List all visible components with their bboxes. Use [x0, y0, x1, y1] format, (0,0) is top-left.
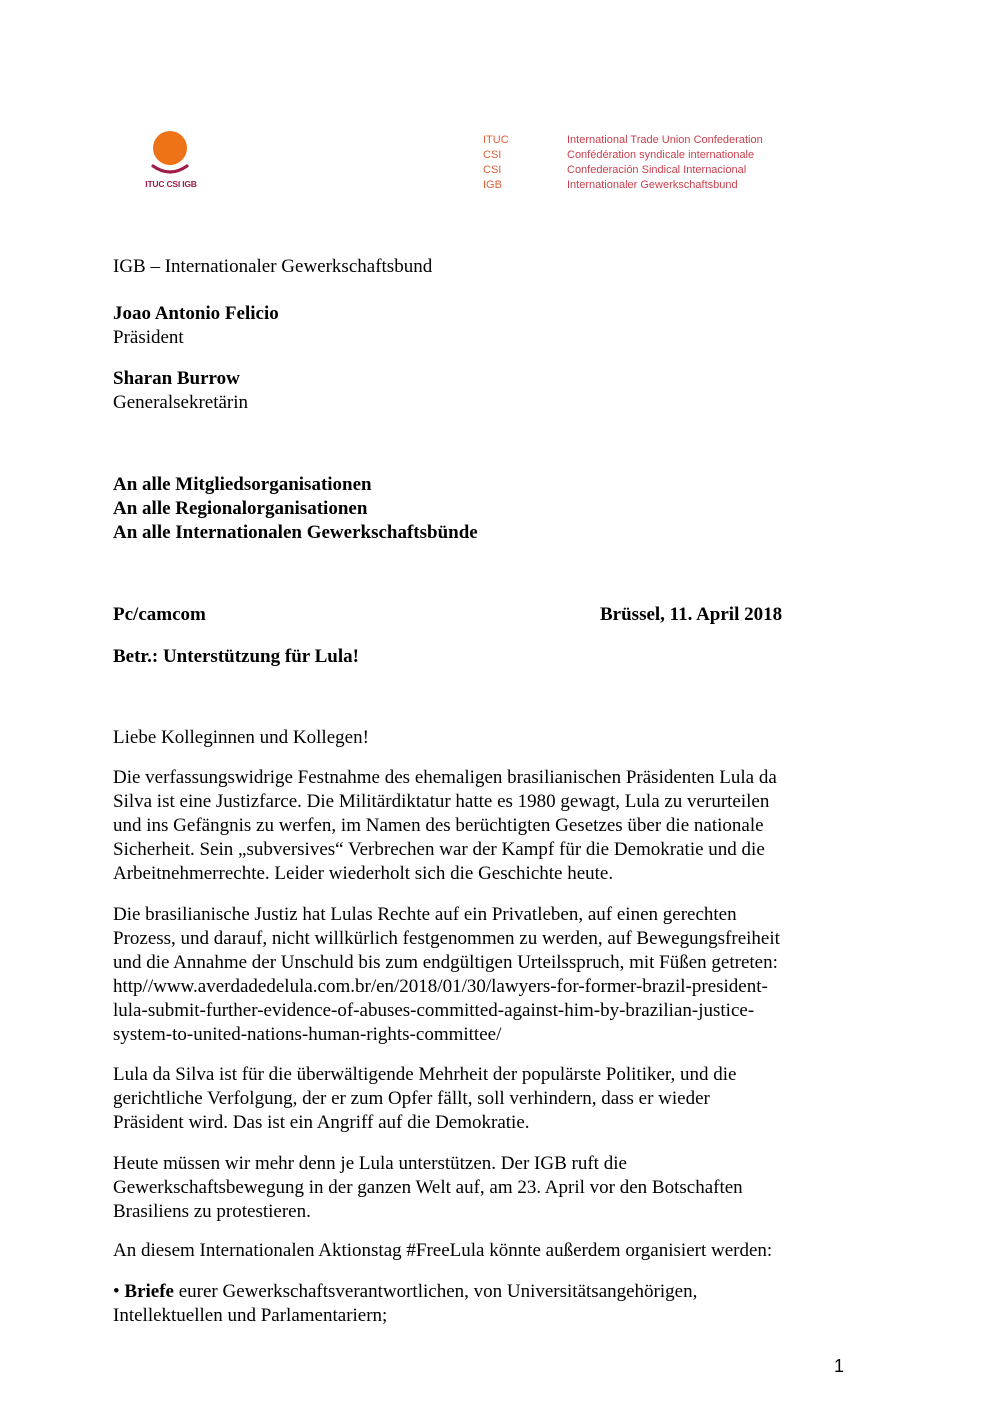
org-abbr-de: IGB	[483, 179, 502, 191]
logo-arc	[153, 166, 187, 172]
url-line[interactable]: system-to-united-nations-human-rights-committee/	[113, 1024, 502, 1045]
org-abbr-en: ITUC	[483, 134, 509, 146]
paragraph-3	[113, 1063, 853, 1135]
logo-caption: ITUC CSI IGB	[145, 179, 197, 189]
sender-org: IGB – Internationaler Gewerkschaftsbund	[113, 256, 433, 277]
paragraph-line: Gewerkschaftsbewegung in der ganzen Welt auf, am 23. April vor den Botschaften	[113, 1177, 743, 1198]
org-name-fr: Confédération syndicale internationale	[567, 149, 755, 161]
org-abbr-fr: CSI	[483, 149, 502, 161]
reference: Pc/camcom	[113, 604, 206, 625]
paragraph-line: Brasiliens zu protestieren.	[113, 1201, 311, 1222]
signatory-role-1: Präsident	[113, 327, 184, 348]
org-name-es: Confederación Sindical Internacional	[567, 164, 747, 176]
recipient-2: An alle Regionalorganisationen	[113, 498, 368, 519]
signatory-name-1: Joao Antonio Felicio	[113, 303, 279, 324]
bullet-line-1-rest: eurer Gewerkschaftsverantwortlichen, von Universitätsangehörigen,	[173, 1281, 698, 1302]
recipient-3: An alle Internationalen Gewerkschaftsbünde	[113, 522, 478, 543]
paragraph-line: Silva ist eine Justizfarce. Die Militärdiktatur hatte es 1980 gewagt, Lula zu verurteilen	[113, 791, 770, 812]
org-name-de: Internationaler Gewerkschaftsbund	[567, 179, 738, 191]
paragraph-5	[113, 1239, 853, 1263]
bullet-line-1	[113, 1280, 853, 1304]
page-number: 1	[834, 1356, 845, 1376]
paragraph-line: Heute müssen wir mehr denn je Lula unterstützen. Der IGB ruft die	[113, 1153, 627, 1174]
paragraph-line: gerichtliche Verfolgung, der er zum Opfer fällt, soll verhindern, dass er wieder	[113, 1088, 710, 1109]
paragraph-4	[113, 1152, 853, 1224]
paragraph-line: Prozess, und darauf, nicht willkürlich festgenommen zu werden, auf Bewegungsfreiheit	[113, 928, 780, 949]
letter-date: Brüssel, 11. April 2018	[600, 604, 783, 625]
org-abbr-es: CSI	[483, 164, 502, 176]
bullet-marker: •	[113, 1281, 120, 1302]
bullet-line-2: Intellektuellen und Parlamentariern;	[113, 1305, 388, 1326]
paragraph-line: und die Annahme der Unschuld bis zum endgültigen Urteilsspruch, mit Füßen getreten:	[113, 952, 778, 973]
paragraph-line: Die brasilianische Justiz hat Lulas Rechte auf ein Privatleben, auf einen gerechten	[113, 904, 737, 925]
signatory-name-2: Sharan Burrow	[113, 368, 240, 389]
bullet-item	[113, 1280, 853, 1328]
org-abbreviations	[483, 133, 509, 193]
paragraph-line: und ins Gefängnis zu werfen, im Namen des berüchtigten Gesetzes über die nationale	[113, 815, 764, 836]
url-line[interactable]: http//www.averdadedelula.com.br/en/2018/01/30/lawyers-for-former-brazil-president-	[113, 976, 768, 997]
paragraph-2	[113, 903, 853, 1047]
paragraph-line: Die verfassungswidrige Festnahme des ehemaligen brasilianischen Präsidenten Lula da	[113, 767, 777, 788]
recipient-1: An alle Mitgliedsorganisationen	[113, 474, 372, 495]
logo-circle	[153, 131, 187, 165]
signatory-role-2: Generalsekretärin	[113, 392, 249, 413]
subject: Betr.: Unterstützung für Lula!	[113, 646, 359, 667]
paragraph-line: Arbeitnehmerrechte. Leider wiederholt sich die Geschichte heute.	[113, 863, 614, 884]
url-line[interactable]: lula-submit-further-evidence-of-abuses-committed-against-him-by-brazilian-justice-	[113, 1000, 755, 1021]
paragraph-line: Lula da Silva ist für die überwältigende Mehrheit der populärste Politiker, und die	[113, 1064, 737, 1085]
paragraph-1	[113, 766, 853, 886]
paragraph-line: An diesem Internationalen Aktionstag #FreeLula könnte außerdem organisiert werden:	[113, 1240, 773, 1261]
paragraph-line: Präsident wird. Das ist ein Angriff auf die Demokratie.	[113, 1112, 530, 1133]
org-names	[567, 133, 763, 193]
salutation: Liebe Kolleginnen und Kollegen!	[113, 727, 369, 748]
paragraph-line: Sicherheit. Sein „subversives“ Verbrechen war der Kampf für die Demokratie und die	[113, 839, 765, 860]
org-name-en: International Trade Union Confederation	[567, 134, 763, 146]
bullet-bold-word: Briefe	[124, 1281, 174, 1302]
